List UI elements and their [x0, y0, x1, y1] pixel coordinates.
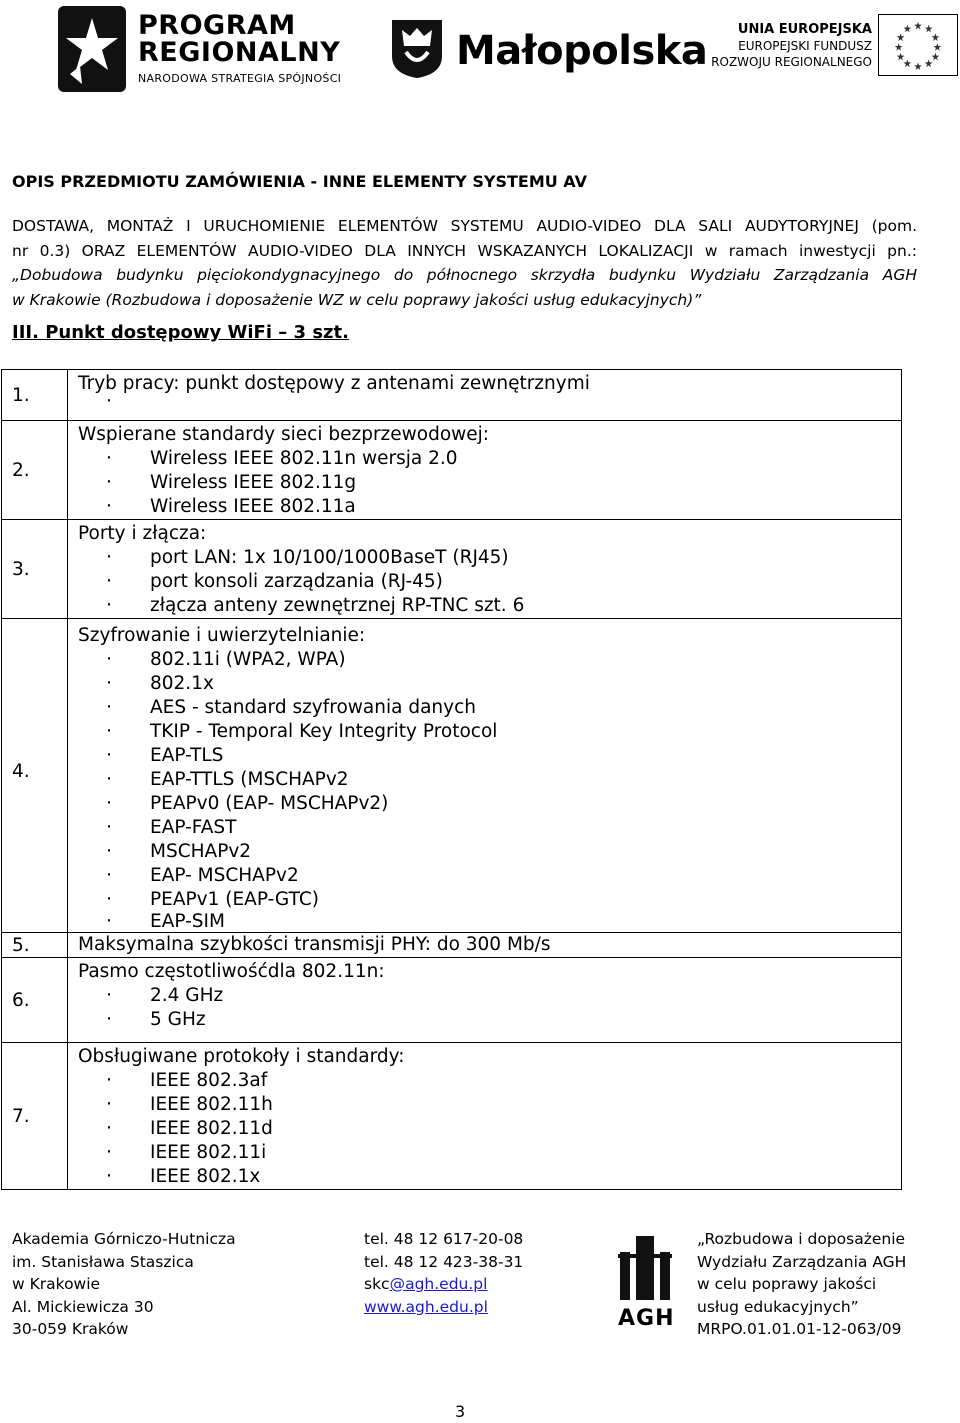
- list-item-text: IEEE 802.11i: [150, 1142, 267, 1163]
- list-item-text: AES - standard szyfrowania danych: [150, 696, 476, 718]
- row-number: 2.: [2, 421, 68, 520]
- footer-address: [12, 1228, 236, 1341]
- agh-logo-text: AGH: [618, 1306, 675, 1331]
- footer-project: [697, 1228, 906, 1341]
- list-item-text: Wireless IEEE 802.11g: [150, 472, 357, 493]
- bullet-icon: ·: [106, 1094, 112, 1115]
- bullet-icon: ·: [106, 1166, 112, 1187]
- bullet-icon: ·: [106, 672, 112, 694]
- bullet-icon: ·: [106, 571, 112, 592]
- intro-paragraph: [12, 214, 917, 312]
- bullet-icon: ·: [106, 910, 112, 932]
- program-logo-line3: NARODOWA STRATEGIA SPÓJNOŚCI: [138, 72, 342, 85]
- list-item-text: 5 GHz: [150, 1009, 206, 1030]
- list-item-text: PEAPv1 (EAP-GTC): [150, 888, 319, 910]
- row-content: [68, 421, 902, 520]
- row-number: 7.: [2, 1043, 68, 1190]
- list-item: [78, 816, 901, 840]
- list-item: [78, 1069, 901, 1093]
- list-item: [78, 672, 901, 696]
- list-item-text: IEEE 802.1x: [150, 1166, 261, 1187]
- row-number: 4.: [2, 619, 68, 933]
- bullet-icon: ·: [106, 985, 112, 1006]
- intro-line-3: „Dobudowa budynku pięciokondygnacyjnego do północnego skrzydła budynku Wydziału Zarządzania AGH: [12, 266, 917, 284]
- footer-contact: [364, 1228, 523, 1318]
- bullet-icon: ·: [106, 840, 112, 862]
- list-item: [78, 984, 901, 1008]
- list-item: [78, 744, 901, 768]
- bullet-icon: ·: [106, 792, 112, 814]
- malopolska-logo-text: Małopolska: [456, 28, 708, 74]
- list-item-text: IEEE 802.11h: [150, 1094, 273, 1115]
- list-item: [78, 696, 901, 720]
- eu-logo: [711, 14, 958, 80]
- footer-address-line: Akademia Górniczo-Hutnicza: [12, 1230, 236, 1248]
- row-content: [68, 619, 902, 933]
- list-item-text: IEEE 802.3af: [150, 1070, 268, 1091]
- list-item-text: port LAN: 1x 10/100/1000BaseT (RJ45): [150, 547, 509, 568]
- intro-line-2: nr 0.3) ORAZ ELEMENTÓW AUDIO-VIDEO DLA INNYCH WSKAZANYCH LOKALIZACJI w ramach inwestycji pn.:: [12, 241, 917, 260]
- list-item: [78, 720, 901, 744]
- bullet-icon: ·: [106, 391, 112, 412]
- list-item-text: EAP-FAST: [150, 816, 237, 838]
- bullet-icon: ·: [106, 648, 112, 670]
- bullet-icon: ·: [106, 1142, 112, 1163]
- list-item-text: 2.4 GHz: [150, 985, 224, 1006]
- list-item: [78, 391, 901, 414]
- row-content: [68, 958, 902, 1043]
- table-row: [2, 520, 902, 619]
- footer-email-prefix: skc: [364, 1275, 390, 1293]
- row-content: [68, 933, 902, 958]
- list-item: [78, 447, 901, 471]
- eu-logo-line2: EUROPEJSKI FUNDUSZ: [738, 39, 872, 53]
- table-row: [2, 1043, 902, 1190]
- list-item-text: EAP-TLS: [150, 744, 224, 766]
- row-label: Wspierane standardy sieci bezprzewodowej:: [78, 424, 490, 445]
- list-item: [78, 495, 901, 519]
- row-number: 6.: [2, 958, 68, 1043]
- table-row: [2, 619, 902, 933]
- page-number: 3: [455, 1402, 466, 1421]
- footer-email: [364, 1273, 523, 1296]
- footer-address-line: w Krakowie: [12, 1275, 101, 1293]
- agh-emblem-icon: [614, 1234, 676, 1304]
- eu-flag-icon: [878, 14, 958, 76]
- agh-logo: [614, 1234, 676, 1334]
- table-row: [2, 421, 902, 520]
- bullet-icon: ·: [106, 888, 112, 910]
- intro-line-1: DOSTAWA, MONTAŻ I URUCHOMIENIE ELEMENTÓW SYSTEMU AUDIO-VIDEO DLA SALI AUDYTORYJNEJ (pom.: [12, 217, 917, 235]
- table-row: [2, 370, 902, 421]
- bullet-icon: ·: [106, 1009, 112, 1030]
- list-item-text: 802.11i (WPA2, WPA): [150, 648, 346, 670]
- program-logo-line1: PROGRAM: [138, 10, 296, 41]
- list-item: [78, 792, 901, 816]
- list-item: [78, 570, 901, 594]
- row-number: 5.: [2, 933, 68, 958]
- table-row: [2, 933, 902, 958]
- row-label: Maksymalna szybkości transmisji PHY: do 300 Mb/s: [78, 934, 551, 955]
- bullet-icon: ·: [106, 816, 112, 838]
- intro-line-4: w Krakowie (Rozbudowa i doposażenie WZ w celu poprawy jakości usług edukacyjnych)”: [12, 290, 702, 309]
- row-label: Porty i złącza:: [78, 523, 207, 544]
- list-item: [78, 840, 901, 864]
- program-logo-line2: REGIONALNY: [138, 37, 341, 68]
- list-item-text: złącza anteny zewnętrznej RP-TNC szt. 6: [150, 595, 525, 616]
- footer-project-line: Wydziału Zarządzania AGH: [697, 1252, 907, 1271]
- list-item-text: EAP- MSCHAPv2: [150, 864, 299, 886]
- list-item-text: EAP-SIM: [150, 910, 225, 932]
- bullet-icon: ·: [106, 472, 112, 493]
- table-row: [2, 958, 902, 1043]
- footer-project-line: usług edukacyjnych”: [697, 1297, 859, 1316]
- list-item: [78, 1093, 901, 1117]
- list-item-text: TKIP - Temporal Key Integrity Protocol: [150, 720, 498, 742]
- row-content: [68, 370, 902, 421]
- list-item: [78, 1117, 901, 1141]
- bullet-icon: ·: [106, 696, 112, 718]
- bullet-icon: ·: [106, 496, 112, 517]
- malopolska-emblem-icon: [388, 16, 446, 80]
- list-item: [78, 1141, 901, 1165]
- program-star-icon: [52, 4, 132, 94]
- list-item-text: IEEE 802.11d: [150, 1118, 273, 1139]
- list-item-text: PEAPv0 (EAP- MSCHAPv2): [150, 792, 389, 814]
- bullet-icon: ·: [106, 864, 112, 886]
- list-item: [78, 594, 901, 618]
- list-item-text: Wireless IEEE 802.11a: [150, 496, 356, 517]
- footer-address-line: Al. Mickiewicza 30: [12, 1297, 154, 1316]
- row-label: Pasmo częstotliwośćdla 802.11n:: [78, 961, 385, 982]
- bullet-icon: ·: [106, 595, 112, 616]
- list-item: [78, 864, 901, 888]
- footer-address-line: 30-059 Kraków: [12, 1320, 129, 1338]
- list-item: [78, 912, 901, 930]
- list-item-text: 802.1x: [150, 672, 214, 694]
- bullet-icon: ·: [106, 448, 112, 469]
- list-item-text: MSCHAPv2: [150, 840, 252, 862]
- eu-logo-line1: UNIA EUROPEJSKA: [737, 22, 872, 37]
- footer-project-line: MRPO.01.01.01-12-063/09: [697, 1320, 902, 1338]
- list-item-text: EAP-TTLS (MSCHAPv2: [150, 768, 349, 790]
- program-regionalny-logo: [52, 4, 362, 94]
- footer-phone-1: tel. 48 12 617-20-08: [364, 1230, 524, 1248]
- list-item: [78, 471, 901, 495]
- footer-project-line: „Rozbudowa i doposażenie: [697, 1230, 906, 1248]
- document-title: OPIS PRZEDMIOTU ZAMÓWIENIA - INNE ELEMENTY SYSTEMU AV: [12, 172, 587, 191]
- bullet-icon: ·: [106, 1118, 112, 1139]
- spec-table: [1, 369, 902, 1190]
- malopolska-logo: [388, 16, 708, 86]
- bullet-icon: ·: [106, 744, 112, 766]
- eu-logo-line3: ROZWOJU REGIONALNEGO: [711, 55, 872, 69]
- row-label: Obsługiwane protokoły i standardy:: [78, 1046, 405, 1067]
- list-item: [78, 1165, 901, 1189]
- footer-phone-2: tel. 48 12 423-38-31: [364, 1252, 524, 1271]
- footer-email-link[interactable]: @agh.edu.pl: [389, 1275, 488, 1293]
- list-item: [78, 1008, 901, 1032]
- row-content: [68, 520, 902, 619]
- row-number: 1.: [2, 370, 68, 421]
- list-item-text: Wireless IEEE 802.11n wersja 2.0: [150, 448, 458, 469]
- list-item: [78, 768, 901, 792]
- footer-project-line: w celu poprawy jakości: [697, 1275, 877, 1293]
- bullet-icon: ·: [106, 1070, 112, 1091]
- bullet-icon: ·: [106, 547, 112, 568]
- list-item: [78, 648, 901, 672]
- row-number: 3.: [2, 520, 68, 619]
- row-content: [68, 1043, 902, 1190]
- footer-web-link[interactable]: www.agh.edu.pl: [364, 1297, 488, 1316]
- row-label: Szyfrowanie i uwierzytelnianie:: [78, 624, 366, 646]
- list-item-text: port konsoli zarządzania (RJ-45): [150, 571, 443, 592]
- section-title: III. Punkt dostępowy WiFi – 3 szt.: [12, 322, 349, 343]
- list-item: [78, 888, 901, 912]
- bullet-icon: ·: [106, 768, 112, 790]
- bullet-icon: ·: [106, 720, 112, 742]
- footer-address-line: im. Stanisława Staszica: [12, 1252, 194, 1271]
- row-label: Tryb pracy: punkt dostępowy z antenami zewnętrznymi: [78, 373, 590, 394]
- list-item: [78, 546, 901, 570]
